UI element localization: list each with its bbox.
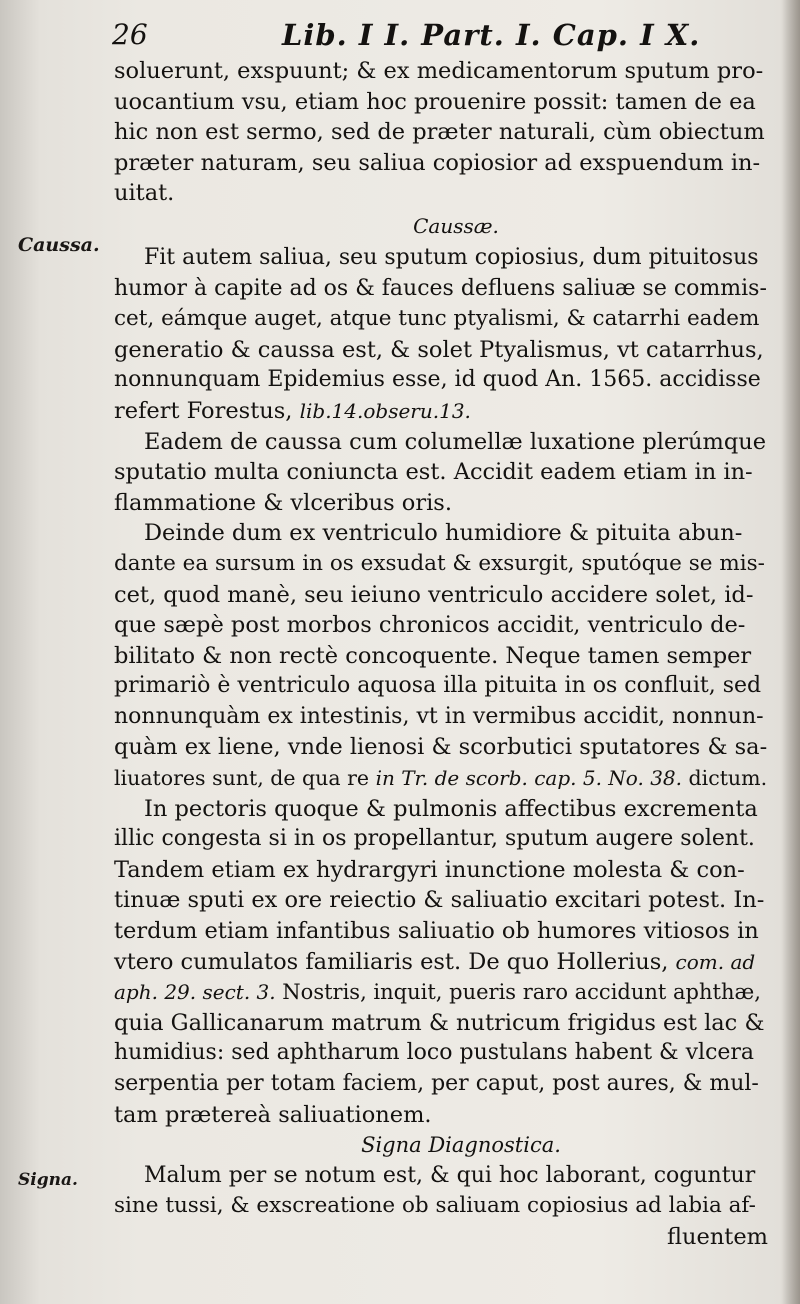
text-line: illic congesta si in os propellantur, sputum augere solent. [114, 826, 755, 852]
citation-tractatus: in Tr. de scorb. cap. 5. No. 38. [375, 766, 683, 791]
text-line: cet, eámque auget, atque tunc ptyalismi, & catarrhi eadem [114, 306, 760, 332]
text-line: sine tussi, & exscreatione ob saliuam copiosius ad labia af- [114, 1193, 756, 1219]
text-line: Tandem etiam ex hydrargyri inunctione molesta & con- [114, 856, 745, 883]
page-gutter-shadow [782, 0, 800, 1304]
text-line: cet, quod manè, seu ieiuno ventriculo accidere solet, id- [114, 581, 754, 608]
text-line: bilitato & non rectè concoquente. Neque tamen semper [114, 642, 752, 669]
text-line: hic non est sermo, sed de præter naturali, cùm obiectum [114, 119, 765, 146]
running-head: Lib. I I. Part. I. Cap. I X. [282, 18, 701, 52]
citation-aphorism: aph. 29. sect. 3. [114, 980, 276, 1005]
text-line: In pectoris quoque & pulmonis affectibus excrementa [144, 795, 758, 822]
text-line: quàm ex liene, vnde lienosi & scorbutici sputatores & sa- [114, 734, 768, 761]
text-fragment: vtero cumulatos familiaris est. De quo Hollerius, [114, 948, 676, 975]
text-line [114, 763, 768, 794]
text-line: nonnunquam Epidemius esse, id quod An. 1565. accidisse [114, 367, 761, 393]
text-line: tam prætereà saliuationem. [114, 1101, 432, 1128]
text-line: nonnunquàm ex intestinis, vt in vermibus accidit, nonnun- [114, 703, 764, 729]
text-line: Malum per se notum est, & qui hoc laborant, coguntur [144, 1162, 756, 1188]
text-line: humidius: sed aphtharum loco pustulans habent & vlcera [114, 1040, 755, 1066]
text-line [114, 947, 768, 978]
text-line: sputatio multa coniuncta est. Accidit eadem etiam in in- [114, 459, 753, 486]
citation-hollerius: com. ad [675, 949, 756, 974]
body-text [114, 56, 768, 1253]
text-fragment: refert Forestus, [114, 397, 300, 424]
text-line: uitat. [114, 180, 175, 207]
text-line: dante ea sursum in os exsudat & exsurgit, sputóque se mis- [114, 550, 765, 576]
text-line: uocantium vsu, etiam hoc prouenire possit: tamen de ea [114, 88, 756, 115]
page-header [112, 14, 772, 54]
text-line: Deinde dum ex ventriculo humidiore & pituita abun- [144, 520, 743, 547]
text-line: humor à capite ad os & fauces defluens saliuæ se commis- [114, 275, 767, 301]
citation-forestus: lib.14.obseru.13. [299, 398, 471, 423]
text-line: soluerunt, exspuunt; & ex medicamentorum sputum pro- [114, 58, 764, 84]
text-line: terdum etiam infantibus saliuatio ob humores vitiosos in [114, 918, 759, 945]
text-line: primariò è ventriculo aquosa illa pituita in os confluit, sed [114, 673, 762, 699]
section-heading-signa-diagnostica: Signa Diagnostica. [361, 1133, 561, 1158]
text-line: tinuæ sputi ex ore reiectio & saliuatio excitari potest. In- [114, 887, 765, 914]
margin-note-causa: Caussa. [18, 234, 100, 256]
text-line [114, 396, 768, 427]
text-line: flammatione & vlceribus oris. [114, 489, 452, 516]
text-line [114, 977, 768, 1008]
catchword-line: fluentem [667, 1223, 768, 1250]
text-line: Fit autem saliua, seu sputum copiosius, dum pituitosus [144, 244, 759, 270]
text-line: generatio & caussa est, & solet Ptyalismus, vt catarrhus, [114, 336, 764, 363]
margin-note-signa: Signa. [18, 1170, 78, 1190]
text-fragment: liuatores sunt, de qua re [114, 766, 376, 791]
text-line: serpentia per totam faciem, per caput, post aures, & mul- [114, 1071, 759, 1096]
text-fragment: dictum. [682, 766, 768, 791]
text-line: præter naturam, seu saliua copiosior ad exspuendum in- [114, 149, 761, 176]
section-heading-causae: Caussæ. [413, 213, 499, 238]
page-number: 26 [112, 18, 148, 51]
text-line: Eadem de caussa cum columellæ luxatione plerúmque [144, 428, 767, 455]
text-fragment: Nostris, inquit, pueris raro accidunt aphthæ, [275, 980, 761, 1005]
text-line: que sæpè post morbos chronicos accidit, ventriculo de- [114, 612, 746, 639]
text-line: quia Gallicanarum matrum & nutricum frigidus est lac & [114, 1009, 765, 1036]
